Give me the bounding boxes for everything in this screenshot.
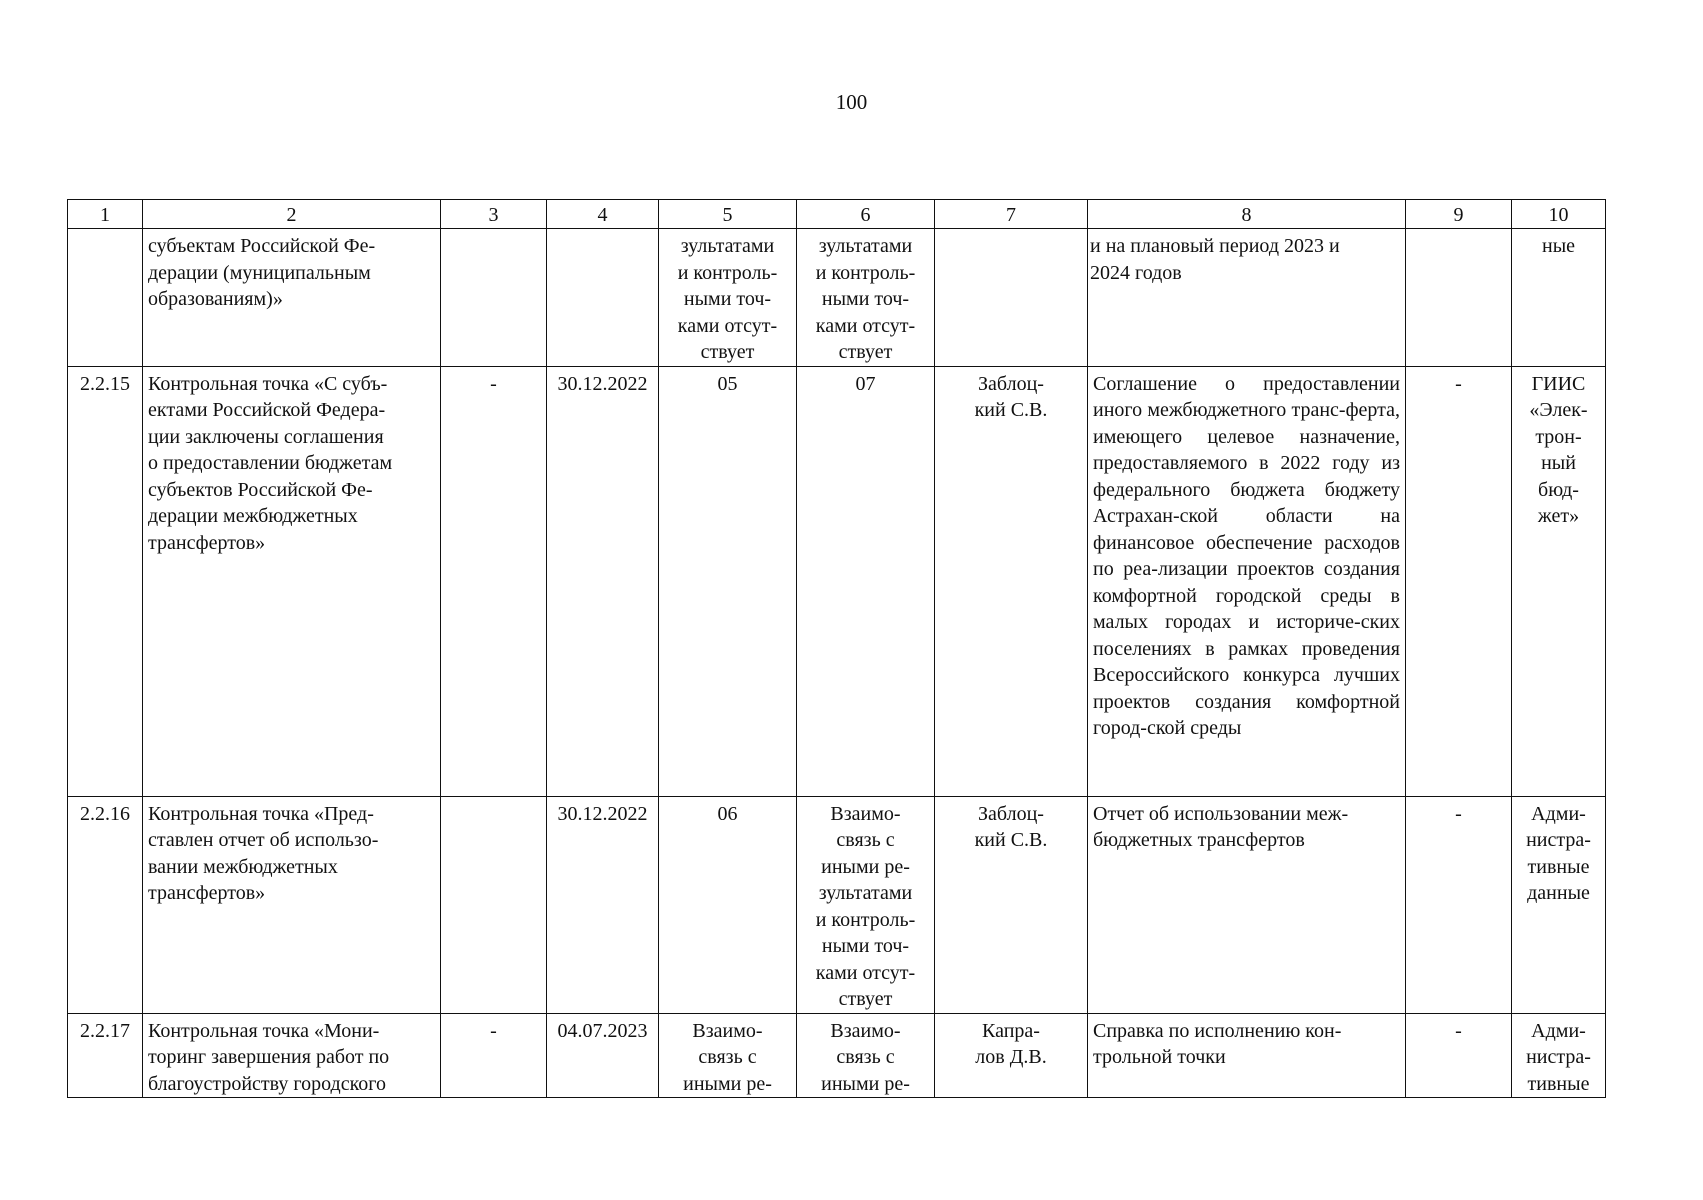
responsible-cell: Капра- лов Д.В. xyxy=(935,1013,1088,1098)
col9-cell: - xyxy=(1406,366,1512,796)
col9-cell xyxy=(1406,229,1512,367)
col6-cell: зультатами и контроль- ными точ- ками отсут- ствует xyxy=(797,229,935,367)
name-cell: Контрольная точка «Мони- торинг завершения работ по благоустройству городского xyxy=(143,1013,441,1098)
col3-cell xyxy=(441,796,547,1013)
page-number: 100 xyxy=(835,90,868,114)
header-cell: 3 xyxy=(441,200,547,229)
date-cell: 30.12.2022 xyxy=(547,796,659,1013)
col5-cell: 06 xyxy=(659,796,797,1013)
header-cell: 5 xyxy=(659,200,797,229)
header-cell: 6 xyxy=(797,200,935,229)
source-cell: ГИИС «Элек- трон- ный бюд- жет» xyxy=(1512,366,1606,796)
header-cell: 2 xyxy=(143,200,441,229)
table-row xyxy=(68,1013,1606,1098)
header-cell: 1 xyxy=(68,200,143,229)
row-number-cell xyxy=(68,229,143,367)
document-cell: и на плановый период 2023 и 2024 годов xyxy=(1088,229,1406,367)
source-cell: Адми- нистра- тивные данные xyxy=(1512,796,1606,1013)
source-cell: ные xyxy=(1512,229,1606,367)
col5-cell: 05 xyxy=(659,366,797,796)
table-header-row xyxy=(68,200,1606,229)
col3-cell: - xyxy=(441,1013,547,1098)
row-number-cell: 2.2.16 xyxy=(68,796,143,1013)
date-cell: 30.12.2022 xyxy=(547,366,659,796)
name-cell: Контрольная точка «Пред- ставлен отчет об использо- вании межбюджетных трансфертов» xyxy=(143,796,441,1013)
responsible-cell: Заблоц- кий С.В. xyxy=(935,796,1088,1013)
header-cell: 8 xyxy=(1088,200,1406,229)
name-cell: субъектам Российской Фе- дерации (муниципальным образованиям)» xyxy=(143,229,441,367)
header-cell: 7 xyxy=(935,200,1088,229)
col5-cell: зультатами и контроль- ными точ- ками отсут- ствует xyxy=(659,229,797,367)
control-points-table xyxy=(67,199,1606,1098)
document-cell: Отчет об использовании меж- бюджетных трансфертов xyxy=(1088,796,1406,1013)
date-cell xyxy=(547,229,659,367)
col6-cell: Взаимо- связь с иными ре- зультатами и контроль- ными точ- ками отсут- ствует xyxy=(797,796,935,1013)
document-cell: Соглашение о предоставлении иного межбюджетного транс-ферта, имеющего целевое назначение, предоставляемого в 2022 году из федерального бюджета бюджету Астрахан-ской области на финансовое обеспечение расходов по реа-лизации проектов создания комфортной городской среды в малых городах и историче-ских поселениях в рамках проведения Всероссийского конкурса лучших проектов создания комфортной город-ской среды xyxy=(1088,366,1406,796)
table-row xyxy=(68,366,1606,796)
responsible-cell xyxy=(935,229,1088,367)
col6-cell: 07 xyxy=(797,366,935,796)
col3-cell xyxy=(441,229,547,367)
col3-cell: - xyxy=(441,366,547,796)
col9-cell: - xyxy=(1406,796,1512,1013)
row-number-cell: 2.2.17 xyxy=(68,1013,143,1098)
date-cell: 04.07.2023 xyxy=(547,1013,659,1098)
header-cell: 10 xyxy=(1512,200,1606,229)
col9-cell: - xyxy=(1406,1013,1512,1098)
col5-cell: Взаимо- связь с иными ре- xyxy=(659,1013,797,1098)
responsible-cell: Заблоц- кий С.В. xyxy=(935,366,1088,796)
table-row xyxy=(68,796,1606,1013)
header-cell: 4 xyxy=(547,200,659,229)
header-cell: 9 xyxy=(1406,200,1512,229)
source-cell: Адми- нистра- тивные xyxy=(1512,1013,1606,1098)
row-number-cell: 2.2.15 xyxy=(68,366,143,796)
name-cell: Контрольная точка «С субъ- ектами Российской Федера- ции заключены соглашения о предоставлении бюджетам субъектов Российской Фе- дерации межбюджетных трансфертов» xyxy=(143,366,441,796)
document-cell: Справка по исполнению кон- трольной точки xyxy=(1088,1013,1406,1098)
col6-cell: Взаимо- связь с иными ре- xyxy=(797,1013,935,1098)
table-row xyxy=(68,229,1606,367)
